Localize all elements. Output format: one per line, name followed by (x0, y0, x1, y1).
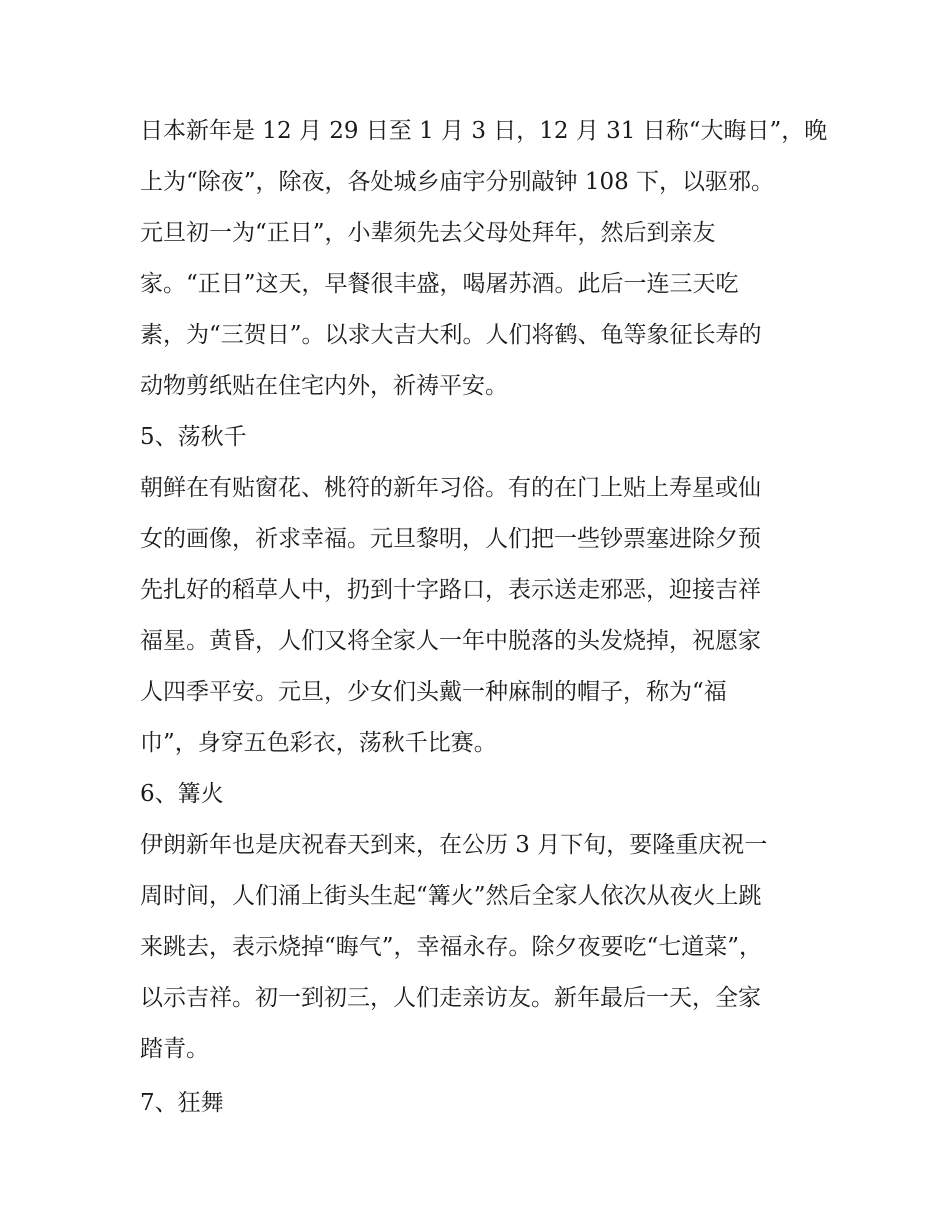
paragraph-line: 周时间，人们涌上街头生起“篝火”然后全家人依次从夜火上跳 (140, 883, 762, 909)
paragraph-line: 伊朗新年也是庆祝春天到来，在公历 3 月下旬，要隆重庆祝一 (140, 832, 768, 858)
paragraph-line: 巾”，身穿五色彩衣，荡秋千比赛。 (140, 730, 497, 756)
paragraph-line: 以示吉祥。初一到初三，人们走亲访友。新年最后一天，全家 (140, 985, 761, 1011)
paragraph-line: 素，为“三贺日”。以求大吉大利。人们将鹤、龟等象征长寿的 (140, 322, 762, 348)
paragraph-line: 动物剪纸贴在住宅内外，祈祷平安。 (140, 373, 508, 399)
section-dance (140, 1075, 815, 1131)
section-heading-dance: 7、狂舞 (140, 1090, 224, 1116)
section-japan-new-year (140, 106, 828, 412)
paragraph-line: 上为“除夜”，除夜，各处城乡庙宇分别敲钟 108 下，以驱邪。 (140, 169, 775, 195)
section-heading-bonfire: 6、篝火 (140, 781, 224, 807)
paragraph-line: 福星。黄昏，人们又将全家人一年中脱落的头发烧掉，祝愿家 (140, 628, 761, 654)
section-korea-swing (140, 412, 815, 769)
paragraph-line: 人四季平安。元旦，少女们头戴一种麻制的帽子，称为“福 (140, 679, 727, 705)
document-body (140, 106, 828, 1131)
paragraph-line: 踏青。 (140, 1036, 209, 1062)
paragraph-line: 日本新年是 12 月 29 日至 1 月 3 日，12 月 31 日称“大晦日”，晚 (140, 118, 828, 144)
paragraph-line: 女的画像，祈求幸福。元旦黎明，人们把一些钞票塞进除夕预 (140, 526, 761, 552)
paragraph-line: 先扎好的稻草人中，扔到十字路口，表示送走邪恶，迎接吉祥 (140, 577, 761, 603)
section-heading-swing: 5、荡秋千 (140, 424, 247, 450)
paragraph-line: 元旦初一为“正日”，小辈须先去父母处拜年，然后到亲友 (140, 220, 716, 246)
paragraph-line: 来跳去，表示烧掉“晦气”，幸福永存。除夕夜要吃“七道菜”， (140, 934, 763, 960)
paragraph-line: 家。“正日”这天，早餐很丰盛，喝屠苏酒。此后一连三天吃 (140, 271, 739, 297)
section-iran-bonfire (140, 769, 815, 1075)
paragraph-line: 朝鲜在有贴窗花、桃符的新年习俗。有的在门上贴上寿星或仙 (140, 475, 761, 501)
